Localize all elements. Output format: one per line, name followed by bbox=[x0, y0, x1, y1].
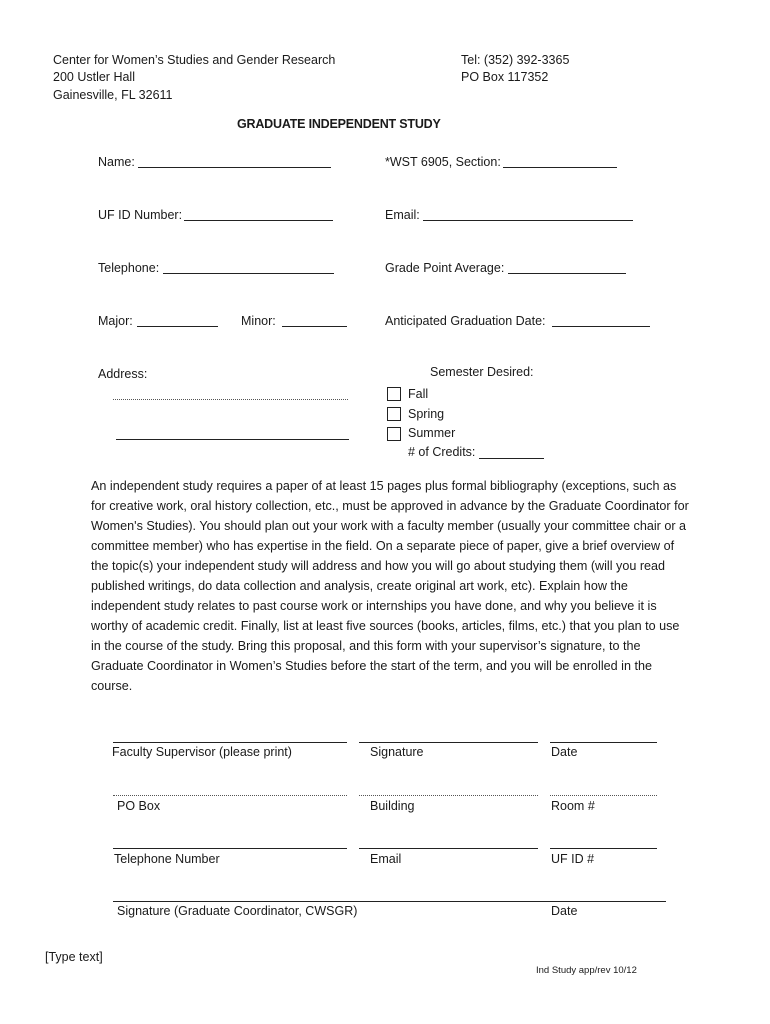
signature-field[interactable] bbox=[359, 742, 538, 743]
telephone-number-field[interactable] bbox=[113, 848, 347, 849]
date-label: Date bbox=[551, 745, 578, 759]
telephone-label: Telephone: bbox=[98, 261, 160, 275]
section-field[interactable] bbox=[503, 167, 617, 168]
ufid-label: UF ID Number: bbox=[98, 208, 183, 222]
faculty-supervisor-field[interactable] bbox=[113, 742, 347, 743]
page-title: GRADUATE INDEPENDENT STUDY bbox=[237, 117, 441, 131]
credits-field[interactable] bbox=[479, 458, 544, 459]
ufid-field[interactable] bbox=[184, 220, 333, 221]
gpa-label: Grade Point Average: bbox=[385, 261, 505, 275]
email-sig-label: Email bbox=[370, 852, 402, 866]
fall-checkbox[interactable] bbox=[387, 387, 401, 401]
address-label: Address: bbox=[98, 367, 148, 381]
spring-label: Spring bbox=[408, 407, 445, 421]
coordinator-signature-field[interactable] bbox=[113, 901, 666, 902]
coordinator-signature-label: Signature (Graduate Coordinator, CWSGR) bbox=[117, 904, 358, 918]
address-line2: Gainesville, FL 32611 bbox=[53, 88, 173, 102]
course-label: *WST 6905, Section: bbox=[385, 155, 501, 169]
credits-label: # of Credits: bbox=[408, 445, 476, 459]
email-field[interactable] bbox=[423, 220, 633, 221]
address-line1: 200 Ustler Hall bbox=[53, 70, 135, 84]
grad-date-label: Anticipated Graduation Date: bbox=[385, 314, 546, 328]
grad-date-field[interactable] bbox=[552, 326, 650, 327]
po-box-label: PO Box bbox=[117, 799, 161, 813]
telephone-number-label: Telephone Number bbox=[114, 852, 220, 866]
minor-label: Minor: bbox=[241, 314, 276, 328]
minor-field[interactable] bbox=[282, 326, 347, 327]
address-line-1-field[interactable] bbox=[113, 399, 348, 400]
type-text-placeholder: [Type text] bbox=[45, 950, 103, 964]
date-field[interactable] bbox=[550, 742, 657, 743]
building-label: Building bbox=[370, 799, 415, 813]
building-field[interactable] bbox=[359, 795, 538, 796]
summer-label: Summer bbox=[408, 426, 456, 440]
telephone-field[interactable] bbox=[163, 273, 334, 274]
address-line-2-field[interactable] bbox=[116, 439, 349, 440]
spring-checkbox[interactable] bbox=[387, 407, 401, 421]
signature-label: Signature bbox=[370, 745, 424, 759]
po-box-field[interactable] bbox=[113, 795, 347, 796]
room-label: Room # bbox=[551, 799, 595, 813]
org-name: Center for Women’s Studies and Gender Research bbox=[53, 53, 336, 67]
gpa-field[interactable] bbox=[508, 273, 626, 274]
major-field[interactable] bbox=[137, 326, 218, 327]
po-box-header: PO Box 117352 bbox=[461, 70, 549, 84]
email-sig-field[interactable] bbox=[359, 848, 538, 849]
name-field[interactable] bbox=[138, 167, 331, 168]
room-field[interactable] bbox=[550, 795, 657, 796]
name-label: Name: bbox=[98, 155, 135, 169]
instructions-paragraph: An independent study requires a paper of at least 15 pages plus formal bibliography (exceptions, such as for creative work, oral history collection, etc., must be approved in advance by the Graduate Coordinator for Women's Studies). You should plan out your work with a faculty member (usually your committee chair or a committee member) who has expertise in the field. On a separate piece of paper, give a brief overview of the topic(s) your independent study will address and how you will go about studying them (will you read published writings, do data collection and analysis, create original art work, etc). Explain how the independent study relates to past course work or internships you have done, and why you believe it is worthy of academic credit. Finally, list at least five sources (books, articles, films, etc.) that you plan to use in the course of the study. Bring this proposal, and this form with your supervisor’s signature, to the Graduate Coordinator in Women’s Studies before the start of the term, and you will be enrolled in the course. bbox=[91, 479, 689, 693]
faculty-supervisor-label: Faculty Supervisor (please print) bbox=[112, 745, 292, 759]
coordinator-date-label: Date bbox=[551, 904, 578, 918]
ufid-sig-field[interactable] bbox=[550, 848, 657, 849]
major-label: Major: bbox=[98, 314, 133, 328]
ufid-sig-label: UF ID # bbox=[551, 852, 595, 866]
email-label: Email: bbox=[385, 208, 420, 222]
summer-checkbox[interactable] bbox=[387, 427, 401, 441]
revision-code: Ind Study app/rev 10/12 bbox=[536, 965, 637, 976]
telephone-header: Tel: (352) 392-3365 bbox=[461, 53, 570, 67]
semester-heading: Semester Desired: bbox=[430, 365, 534, 379]
fall-label: Fall bbox=[408, 387, 429, 401]
